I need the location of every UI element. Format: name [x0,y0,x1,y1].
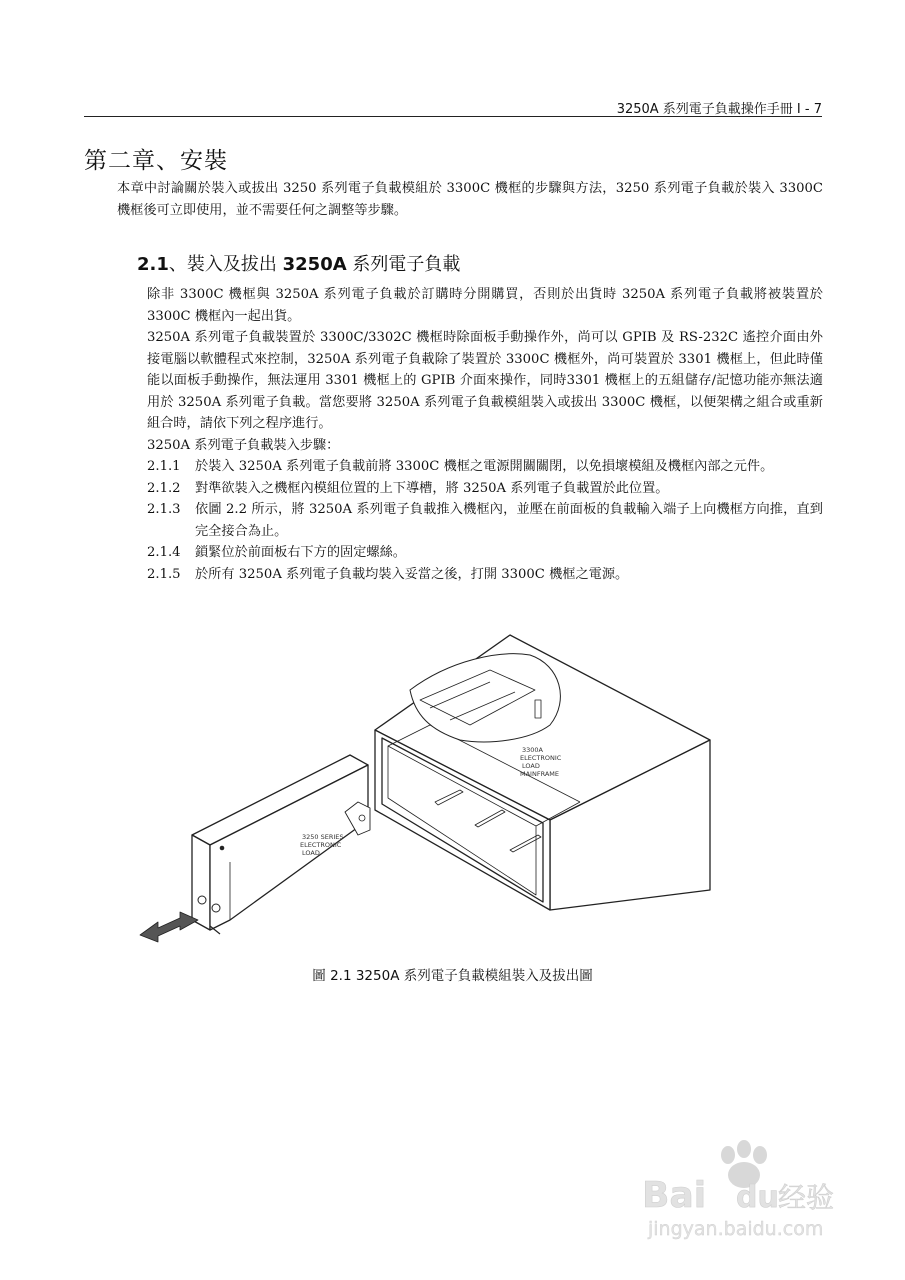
section-title-prefix: 、裝入及拔出 [168,254,277,275]
step-text: 於所有 3250A 系列電子負載均裝入妥當之後，打開 3300C 機框之電源。 [195,566,629,582]
baidu-watermark [640,1135,850,1245]
double-arrow-icon [140,912,198,942]
step-number: 2.1.3 [147,502,181,517]
steps-title: 3250A 系列電子負載裝入步驟： [147,437,340,453]
module-label-3: LOAD [302,849,320,857]
watermark-brand-suffix: 经验 [778,1181,835,1214]
chapter-title: 第二章、安裝 [84,148,228,174]
step-text: 對準欲裝入之機框內模組位置的上下導槽，將 3250A 系列電子負載置於此位置。 [195,480,669,496]
list-item [147,499,823,542]
mainframe-label-1: 3300A [522,746,543,754]
step-number: 2.1.5 [147,566,181,582]
step-number: 2.1.1 [147,459,181,474]
list-item [147,478,823,500]
step-text: 鎖緊位於前面板右下方的固定螺絲。 [195,545,406,560]
module-label-1: 3250 SERIES [302,833,344,841]
watermark-brand-prefix: Bai [642,1175,707,1216]
section-title [137,250,460,276]
header-rule [84,116,822,117]
list-item [147,564,823,586]
installation-diagram [130,630,830,950]
section-body [147,284,823,585]
section-number: 2.1 [137,254,169,275]
paragraph-2: 3250A 系列電子負載裝置於 3300C/3302C 機框時除面板手動操作外，尚可以 GPIB 及 RS-232C 遙控介面由外接電腦以軟體程式來控制，3250A 系列電子負載除了裝置於 3300C 機框外，尚可裝置於 3301 機框上，但此時僅能以面板手動操作，無法運用 3301 機框上的 GPIB 介面來操作，同時3301 機框上的五組儲存/記憶功能亦無法適用於 3250A 系列電子負載。當您要將 3250A 系列電子負載模組裝入或拔出 3300C 機框，以便架構之組合或重新組合時，請依下列之程序進行。 [147,330,823,431]
figure-caption: 圖 2.1 3250A 系列電子負載模組裝入及拔出圖 [312,968,593,984]
watermark-du-glyph: du [736,1180,779,1215]
mainframe-label-2: ELECTRONIC [520,754,562,762]
chapter-intro: 本章中討論關於裝入或拔出 3250 系列電子負載模組於 3300C 機框的步驟與方法，3250 系列電子負載於裝入 3300C 機框後可立即使用，並不需要任何之調整等步驟。 [117,181,823,218]
list-item [147,542,823,564]
mainframe-label-3: LOAD [522,762,540,770]
step-text: 依圖 2.2 所示，將 3250A 系列電子負載推入機框內，並壓在前面板的負載輸入端子上向機框方向推，直到完全接合為止。 [195,502,823,539]
watermark-url: jingyan.baidu.com [648,1218,824,1240]
step-text: 於裝入 3250A 系列電子負載前將 3300C 機框之電源開關關閉，以免損壞模組及機框內部之元件。 [195,459,774,474]
list-item [147,456,823,478]
running-header: 3250A 系列電子負載操作手冊 I - 7 [616,102,822,117]
section-title-suffix: 系列電子負載 [352,254,461,275]
module-label-2: ELECTRONIC [300,841,342,849]
paragraph-1: 除非 3300C 機框與 3250A 系列電子負載於訂購時分開購買，否則於出貨時 3250A 系列電子負載將被裝置於 3300C 機框內一起出貨。 [147,287,823,324]
module-front [192,835,210,930]
steps-list [147,456,823,585]
step-number: 2.1.2 [147,480,181,496]
step-number: 2.1.4 [147,545,181,560]
mainframe-label-4: MAINFRAME [520,770,559,778]
section-title-model: 3250A [282,254,347,275]
